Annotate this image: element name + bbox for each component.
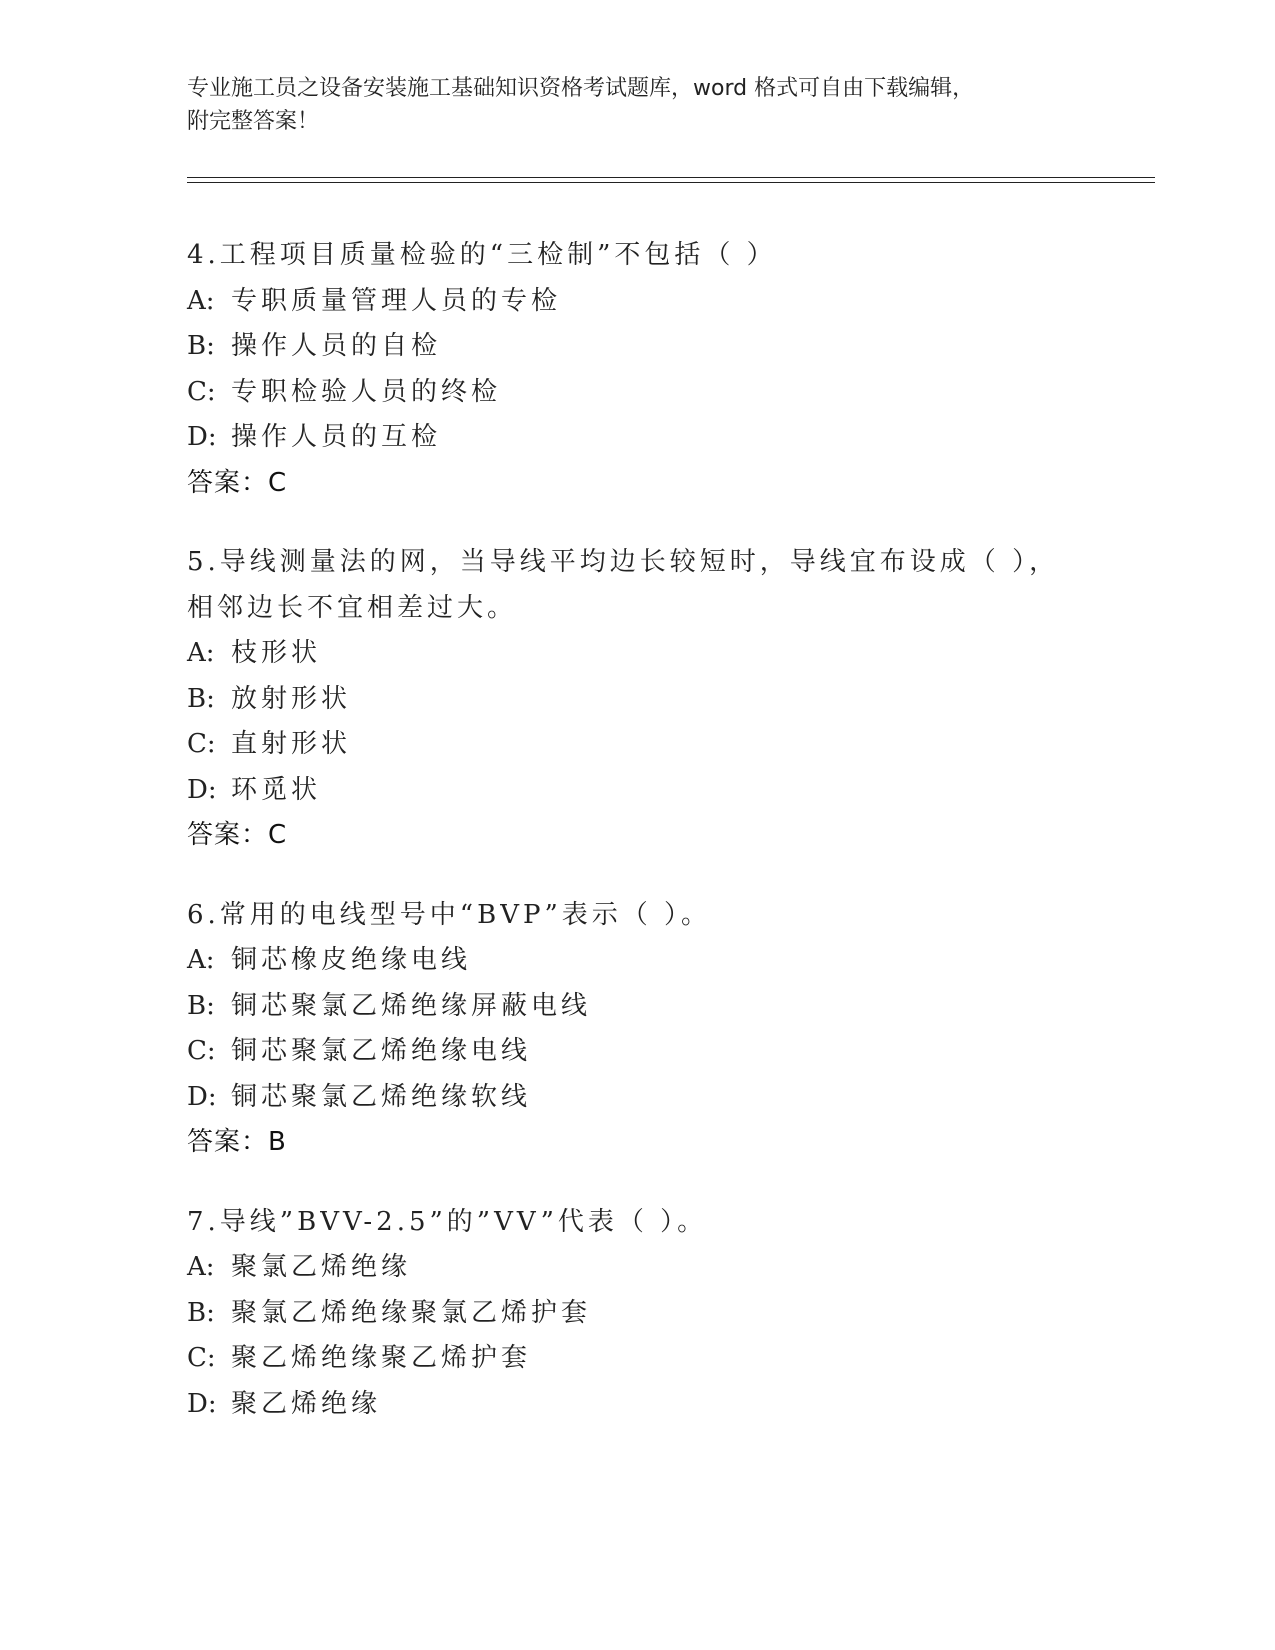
option-text: 环觅状	[231, 774, 322, 805]
option-b	[187, 324, 1087, 370]
question-stem: 6.常用的电线型号中“BVP”表示（ ）。	[187, 899, 712, 930]
answer: 答案：C	[187, 820, 288, 850]
option-key: A:	[187, 1252, 215, 1282]
option-text: 直射形状	[231, 729, 352, 759]
option-key: B:	[187, 990, 215, 1021]
option-a	[187, 279, 1087, 325]
option-text: 专职质量管理人员的专检	[231, 285, 562, 316]
option-key: B:	[187, 1297, 215, 1328]
answer: 答案：C	[187, 467, 288, 498]
question-stem: 7.导线”BVV-2.5”的”VV”代表（ ）。	[187, 1206, 708, 1237]
header-divider-top	[187, 177, 1155, 178]
option-d	[187, 415, 1087, 461]
option-text: 操作人员的互检	[231, 422, 442, 452]
question-list	[187, 233, 1087, 1461]
option-c	[187, 1029, 1087, 1075]
question-5	[187, 540, 1087, 859]
option-text: 铜芯聚氯乙烯绝缘屏蔽电线	[231, 990, 592, 1021]
option-key: C:	[187, 376, 216, 407]
option-text: 聚乙烯绝缘	[231, 1388, 382, 1419]
option-text: 铜芯聚氯乙烯绝缘电线	[231, 1036, 532, 1066]
header-divider-bottom	[187, 182, 1155, 183]
question-6	[187, 893, 1087, 1166]
option-text: 聚乙烯绝缘聚乙烯护套	[231, 1343, 532, 1373]
option-d	[187, 768, 1087, 814]
option-a	[187, 1245, 1087, 1291]
option-key: D:	[187, 1388, 217, 1419]
option-c	[187, 722, 1087, 768]
option-key: A:	[187, 285, 215, 316]
option-key: C:	[187, 729, 216, 759]
option-text: 操作人员的自检	[231, 331, 442, 361]
option-text: 专职检验人员的终检	[231, 376, 502, 407]
header-line-1: 专业施工员之设备安装施工基础知识资格考试题库，word 格式可自由下载编辑，	[187, 76, 975, 101]
question-stem: 4.工程项目质量检验的“三检制”不包括（ ）	[187, 240, 777, 270]
header-line-2: 附完整答案！	[187, 109, 320, 134]
option-key: B:	[187, 331, 215, 361]
option-text: 聚氯乙烯绝缘聚氯乙烯护套	[231, 1297, 592, 1328]
option-d	[187, 1075, 1087, 1121]
option-text: 铜芯橡皮绝缘电线	[231, 945, 472, 975]
option-key: C:	[187, 1343, 216, 1373]
question-7	[187, 1200, 1087, 1428]
option-key: A:	[187, 638, 215, 668]
option-key: A:	[187, 945, 215, 975]
option-a	[187, 631, 1087, 677]
document-header	[187, 72, 1067, 138]
option-key: D:	[187, 774, 217, 805]
answer: 答案：B	[187, 1127, 287, 1157]
option-a	[187, 938, 1087, 984]
question-4	[187, 233, 1087, 506]
option-key: D:	[187, 1081, 217, 1112]
option-b	[187, 984, 1087, 1030]
option-text: 枝形状	[231, 638, 322, 668]
option-d	[187, 1382, 1087, 1428]
option-b	[187, 1291, 1087, 1337]
option-key: B:	[187, 683, 215, 714]
question-stem: 5.导线测量法的网，当导线平均边长较短时，导线宜布设成（ ），相邻边长不宜相差过大。	[187, 547, 1060, 623]
option-key: D:	[187, 422, 217, 452]
option-text: 铜芯聚氯乙烯绝缘软线	[231, 1081, 532, 1112]
option-c	[187, 1336, 1087, 1382]
option-key: C:	[187, 1036, 216, 1066]
option-text: 放射形状	[231, 683, 352, 714]
option-text: 聚氯乙烯绝缘	[231, 1252, 412, 1282]
option-c	[187, 370, 1087, 416]
option-b	[187, 677, 1087, 723]
